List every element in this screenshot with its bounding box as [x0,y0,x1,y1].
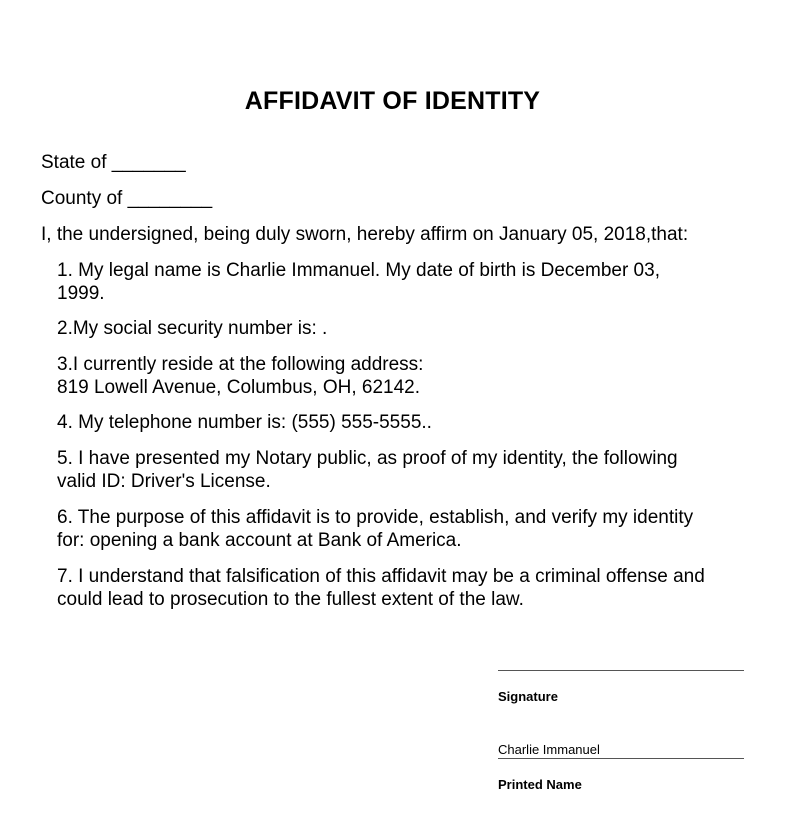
item-text-line: 2.My social security number is: . [57,318,328,339]
item-text-line: could lead to prosecution to the fullest extent of the law. [57,589,524,610]
printed-name-line [498,758,744,759]
signature-label: Signature [498,689,558,704]
item-text-line: 3.I currently reside at the following address: [57,354,424,375]
item-text-line: 819 Lowell Avenue, Columbus, OH, 62142. [57,377,420,398]
state-line: State of _______ [41,152,186,173]
item-text-line: 6. The purpose of this affidavit is to provide, establish, and verify my identity [57,507,694,528]
printed-name-value: Charlie Immanuel [498,742,600,757]
affidavit-item-4 [57,411,757,434]
document-title: AFFIDAVIT OF IDENTITY [244,87,541,115]
county-line: County of ________ [41,188,213,209]
item-text-line: 4. My telephone number is: (555) 555-5555.. [57,412,432,433]
item-text-line: 7. I understand that falsification of this affidavit may be a criminal offense and [57,566,705,587]
printed-name-label: Printed Name [498,777,582,792]
affidavit-item-1 [57,259,757,305]
item-text-line: for: opening a bank account at Bank of America. [57,530,462,551]
affidavit-item-7 [57,565,757,611]
affidavit-item-2 [57,317,757,340]
signature-line [498,670,744,671]
item-text-line: valid ID: Driver's License. [57,471,271,492]
item-text-line: 1. My legal name is Charlie Immanuel. My date of birth is December 03, [57,260,660,281]
affidavit-item-5 [57,447,757,493]
intro-statement: I, the undersigned, being duly sworn, hereby affirm on January 05, 2018,that: [41,224,689,245]
item-text-line: 1999. [57,283,105,304]
item-text-line: 5. I have presented my Notary public, as proof of my identity, the following [57,448,678,469]
affidavit-item-6 [57,506,757,552]
affidavit-item-3 [57,353,757,399]
